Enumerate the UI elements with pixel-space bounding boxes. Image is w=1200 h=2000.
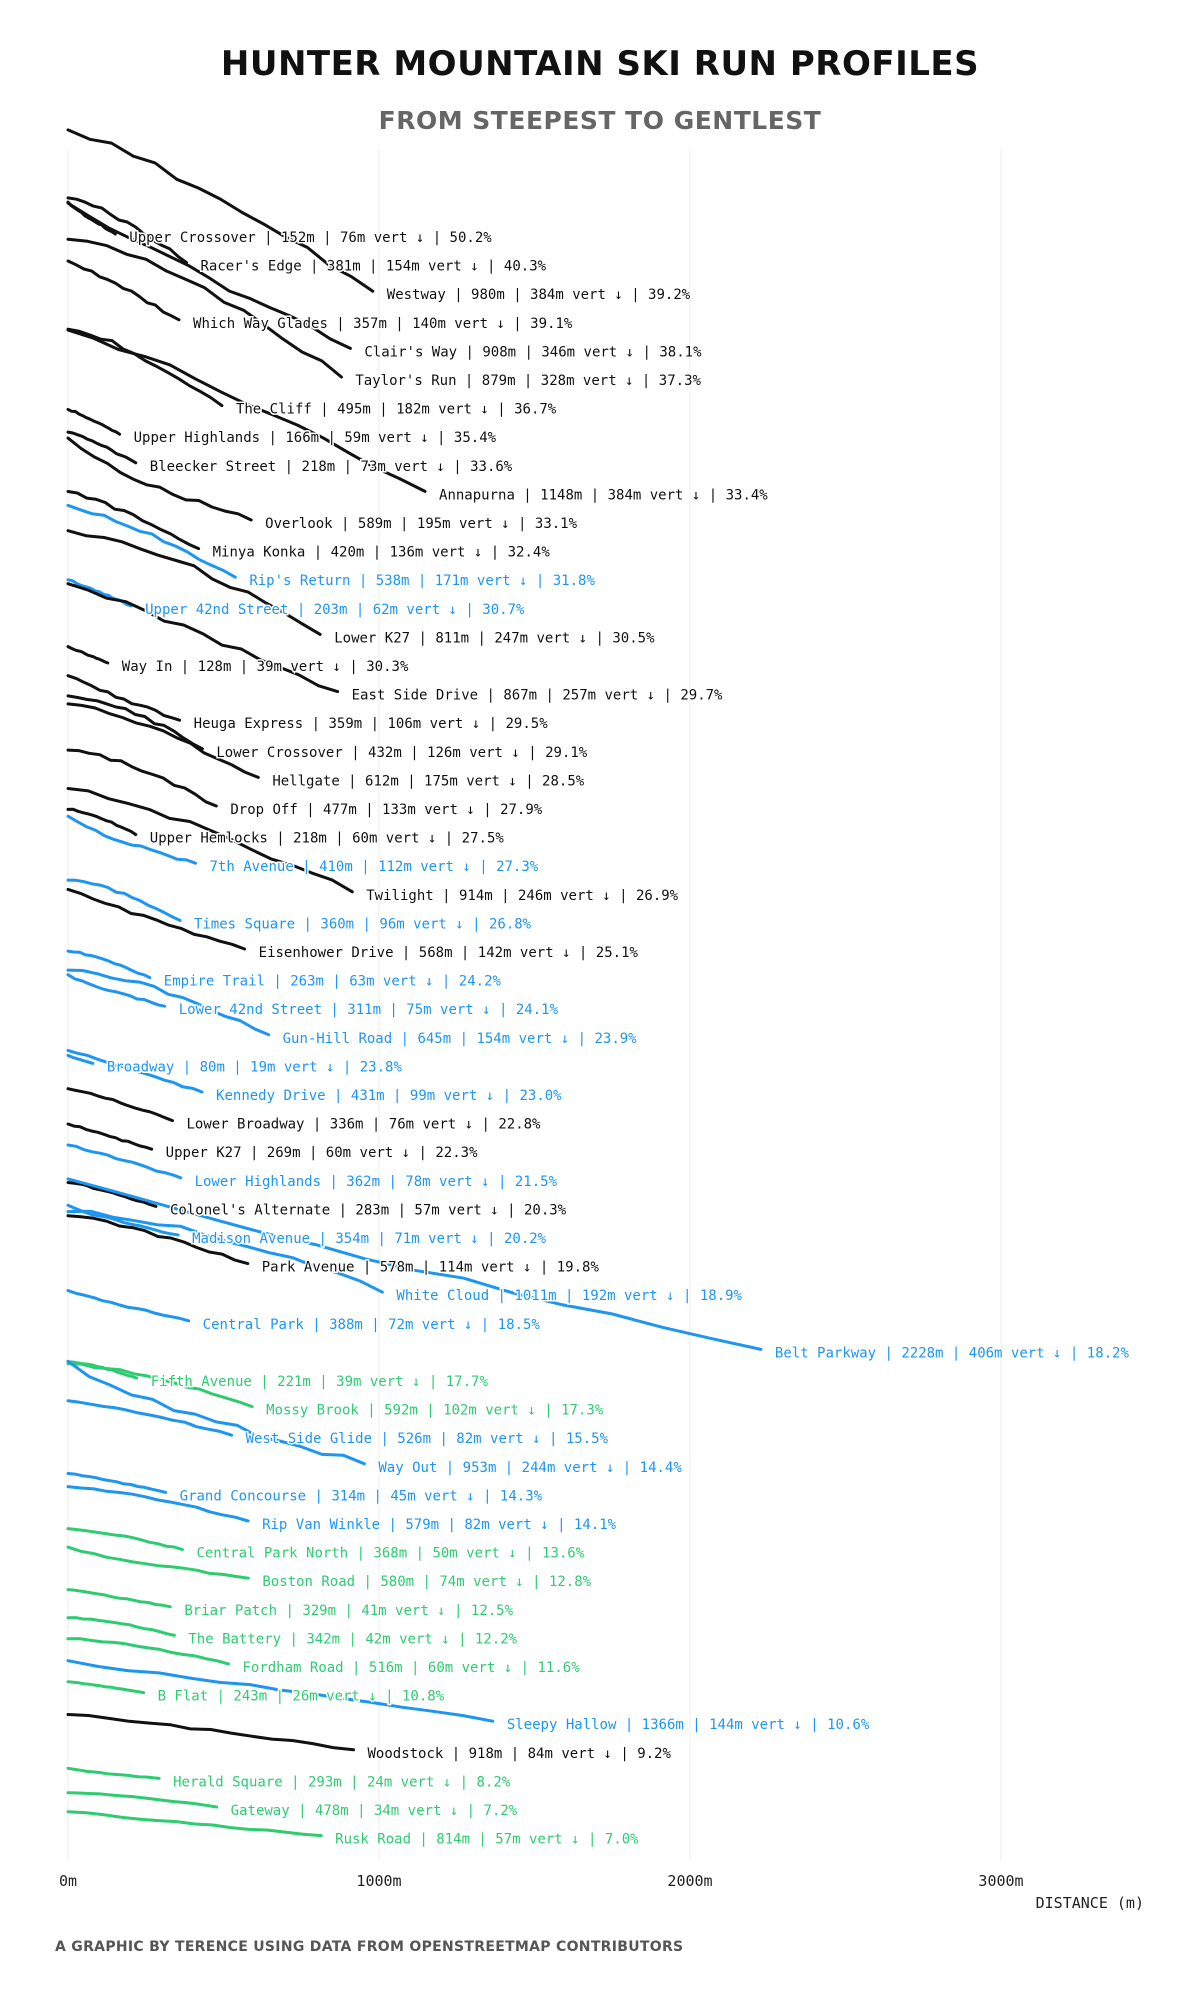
run-label: Boston Road | 580m | 74m vert ↓ | 12.8% <box>262 1574 592 1591</box>
run-profile-line <box>68 584 338 692</box>
run-label: The Battery | 342m | 42m vert ↓ | 12.2% <box>188 1631 518 1648</box>
run-label: Minya Konka | 420m | 136m vert ↓ | 32.4% <box>212 544 550 561</box>
run-profile-line <box>68 1145 181 1178</box>
run-profile-line <box>68 880 180 920</box>
run-profile-line <box>68 647 108 663</box>
run-label: Gun-Hill Road | 645m | 154m vert ↓ | 23.9% <box>282 1030 637 1047</box>
run-profile-line <box>68 1793 217 1807</box>
run-label: Racer's Edge | 381m | 154m vert ↓ | 40.3% <box>200 258 547 275</box>
run-profile-line <box>68 951 150 978</box>
run-profile-line <box>68 1291 189 1321</box>
run-label: Upper Crossover | 152m | 76m vert ↓ | 50.2% <box>129 230 492 246</box>
run-label: Herald Square | 293m | 24m vert ↓ | 8.2% <box>173 1774 511 1791</box>
run-label: The Cliff | 495m | 182m vert ↓ | 36.7% <box>235 401 557 418</box>
run-label: Belt Parkway | 2228m | 406m vert ↓ | 18.2% <box>774 1345 1129 1362</box>
run-label: Central Park North | 368m | 50m vert ↓ | 13.6% <box>196 1545 585 1562</box>
run-label: Lower Crossover | 432m | 126m vert ↓ | 29.1% <box>216 744 588 761</box>
run-profile-line <box>68 1183 156 1207</box>
x-tick-label: 3000m <box>978 1872 1024 1890</box>
run-label: Taylor's Run | 879m | 328m vert ↓ | 37.3% <box>355 373 701 389</box>
run-label: Gateway | 478m | 34m vert ↓ | 7.2% <box>230 1803 518 1819</box>
run-label: Heuga Express | 359m | 106m vert ↓ | 29.5% <box>193 716 548 733</box>
run-label: Colonel's Alternate | 283m | 57m vert ↓ | 20.3% <box>170 1202 567 1219</box>
run-profile-line <box>68 505 235 577</box>
run-label: Central Park | 388m | 72m vert ↓ | 18.5% <box>202 1316 540 1333</box>
x-axis <box>59 1872 1144 1912</box>
run-label: Fordham Road | 516m | 60m vert ↓ | 11.6% <box>242 1660 580 1676</box>
run-label: Which Way Glades | 357m | 140m vert ↓ | 39.1% <box>193 315 573 332</box>
run-label: Rusk Road | 814m | 57m vert ↓ | 7.0% <box>335 1831 639 1848</box>
run-label: East Side Drive | 867m | 257m vert ↓ | 29.7% <box>351 687 723 704</box>
run-label: Overlook | 589m | 195m vert ↓ | 33.1% <box>265 516 578 532</box>
run-label: Empire Trail | 263m | 63m vert ↓ | 24.2% <box>163 973 501 990</box>
run-label: Woodstock | 918m | 84m vert ↓ | 9.2% <box>367 1745 671 1762</box>
run-label: West Side Glide | 526m | 82m vert ↓ | 15.5% <box>245 1431 609 1448</box>
x-axis-label: DISTANCE (m) <box>1035 1894 1144 1912</box>
run-label: Eisenhower Drive | 568m | 142m vert ↓ | 25.1% <box>258 945 638 961</box>
credit-text: A GRAPHIC BY TERENCE USING DATA FROM OPENSTREETMAP CONTRIBUTORS <box>55 1939 684 1955</box>
run-profile-line <box>68 329 222 405</box>
run-label: Sleepy Hallow | 1366m | 144m vert ↓ | 10.6% <box>506 1717 870 1734</box>
chart-subtitle: FROM STEEPEST TO GENTLEST <box>378 106 822 135</box>
x-tick-label: 2000m <box>667 1872 713 1890</box>
run-profile-line <box>68 1768 159 1778</box>
run-label: Times Square | 360m | 96m vert ↓ | 26.8% <box>193 916 532 933</box>
run-label: Briar Patch | 329m | 41m vert ↓ | 12.5% <box>184 1602 514 1619</box>
run-label: 7th Avenue | 410m | 112m vert ↓ | 27.3% <box>209 859 539 876</box>
run-label: White Cloud | 1011m | 192m vert ↓ | 18.9% <box>396 1288 742 1305</box>
run-label: Hellgate | 612m | 175m vert ↓ | 28.5% <box>272 773 585 790</box>
run-label: Westway | 980m | 384m vert ↓ | 39.2% <box>386 287 691 304</box>
run-label: Lower 42nd Street | 311m | 75m vert ↓ | 24.1% <box>178 1002 559 1019</box>
run-profile-line <box>68 1618 174 1636</box>
x-tick-label: 1000m <box>356 1872 402 1890</box>
run-label: Upper Highlands | 166m | 59m vert ↓ | 35.4% <box>133 430 497 447</box>
run-label: Lower Highlands | 362m | 78m vert ↓ | 21.5% <box>194 1173 558 1190</box>
run-label: Upper K27 | 269m | 60m vert ↓ | 22.3% <box>165 1145 478 1162</box>
run-label: Rip's Return | 538m | 171m vert ↓ | 31.8% <box>249 573 595 590</box>
run-label: Mossy Brook | 592m | 102m vert ↓ | 17.3% <box>266 1402 604 1419</box>
run-label: Broadway | 80m | 19m vert ↓ | 23.8% <box>106 1059 402 1076</box>
run-label: Upper 42nd Street | 203m | 62m vert ↓ | 30.7% <box>145 601 525 618</box>
chart-title: HUNTER MOUNTAIN SKI RUN PROFILES <box>220 44 980 84</box>
run-profile-line <box>68 1124 152 1149</box>
run-label: Kennedy Drive | 431m | 99m vert ↓ | 23.0% <box>216 1088 562 1104</box>
run-label: Drop Off | 477m | 133m vert ↓ | 27.9% <box>230 802 543 818</box>
run-label: Bleecker Street | 218m | 73m vert ↓ | 33.6% <box>149 458 513 475</box>
x-tick-label: 0m <box>58 1872 78 1890</box>
run-profile-line <box>68 1089 173 1121</box>
run-label: Grand Concourse | 314m | 45m vert ↓ | 14.3% <box>179 1488 543 1505</box>
run-profile-line <box>68 1529 182 1550</box>
run-label: Fifth Avenue | 221m | 39m vert ↓ | 17.7% <box>150 1374 488 1390</box>
run-profile-line <box>68 492 199 549</box>
run-label: Twilight | 914m | 246m vert ↓ | 26.9% <box>366 887 679 904</box>
run-label: Madison Avenue | 354m | 71m vert ↓ | 20.2% <box>192 1231 547 1247</box>
run-label: Annapurna | 1148m | 384m vert ↓ | 33.4% <box>439 487 768 504</box>
run-profile-line <box>68 1715 354 1750</box>
run-label: Rip Van Winkle | 579m | 82m vert ↓ | 14.1% <box>262 1517 617 1533</box>
run-profile-line <box>68 1590 170 1607</box>
run-profile-line <box>68 750 216 806</box>
run-label: Park Avenue | 578m | 114m vert ↓ | 19.8% <box>261 1259 599 1276</box>
run-label: Lower Broadway | 336m | 76m vert ↓ | 22.8% <box>186 1116 541 1133</box>
run-profile-line <box>68 1682 144 1693</box>
run-label: Way In | 128m | 39m vert ↓ | 30.3% <box>121 659 409 675</box>
run-label: Lower K27 | 811m | 247m vert ↓ | 30.5% <box>334 630 655 647</box>
run-profile-line <box>68 409 120 434</box>
run-label: Upper Hemlocks | 218m | 60m vert ↓ | 27.5% <box>149 830 504 847</box>
run-profile-line <box>68 438 251 520</box>
run-label: Way Out | 953m | 244m vert ↓ | 14.4% <box>378 1459 682 1476</box>
run-labels <box>107 230 1130 1848</box>
run-label: B Flat | 243m | 26m vert ↓ | 10.8% <box>157 1688 445 1705</box>
run-label: Clair's Way | 908m | 346m vert ↓ | 38.1% <box>364 344 702 361</box>
